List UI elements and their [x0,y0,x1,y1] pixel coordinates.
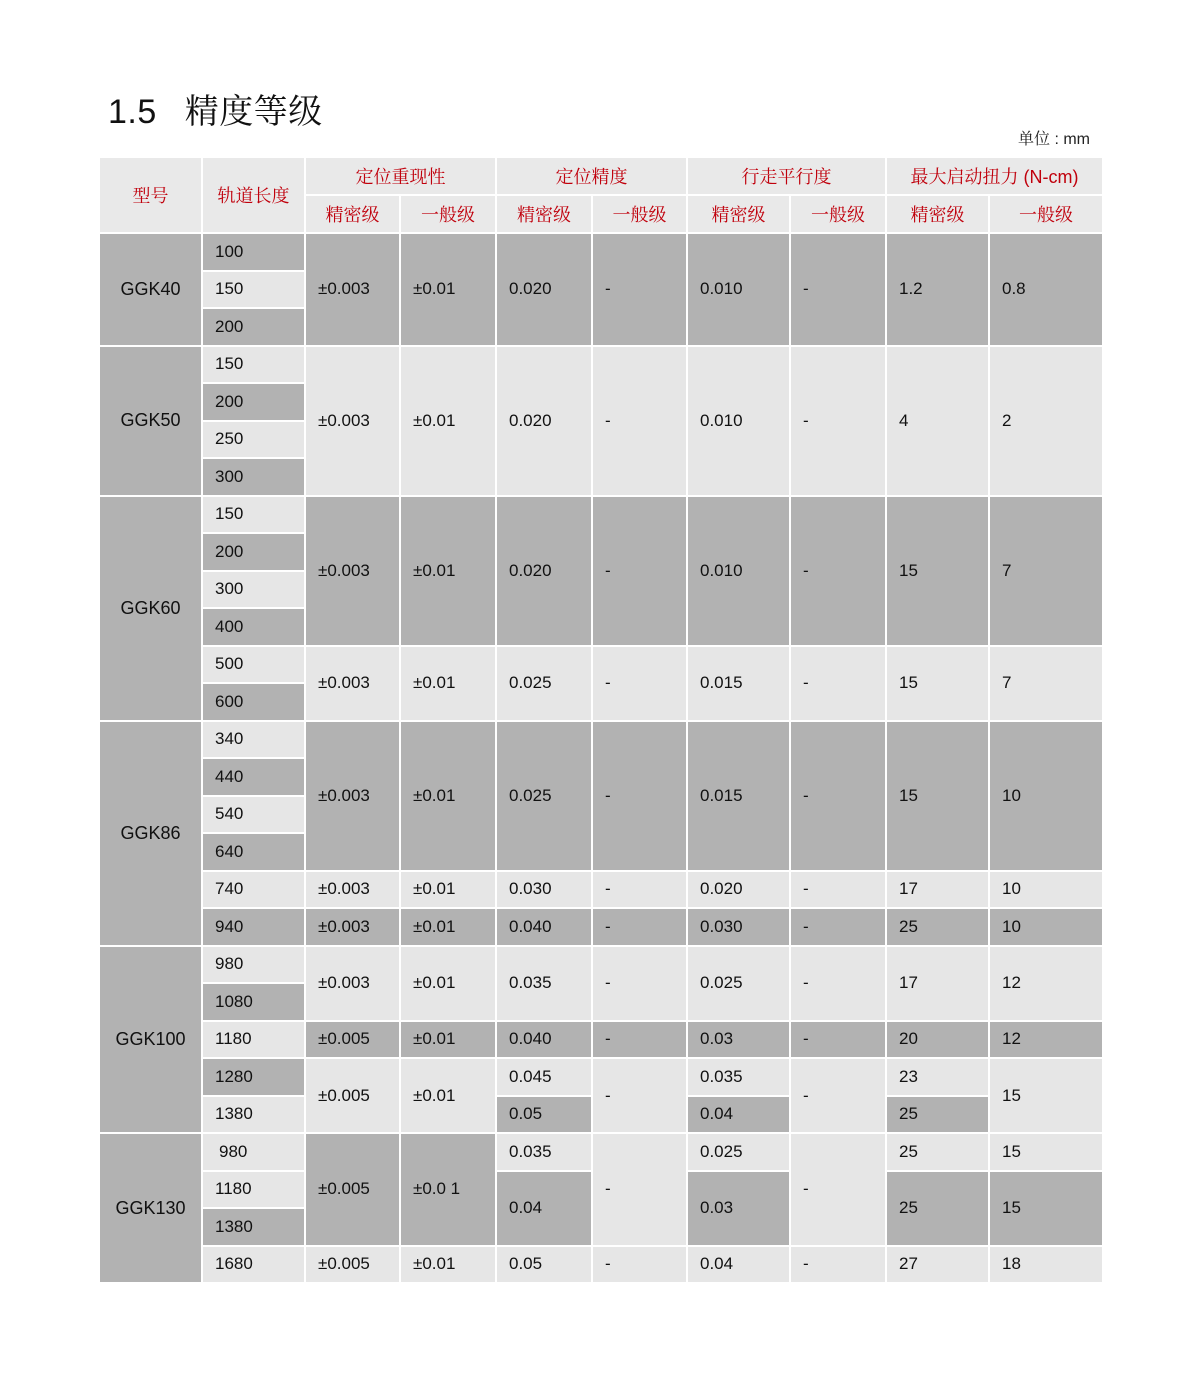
accuracy-precision: 0.035 [496,946,592,1021]
accuracy-precision: 0.020 [496,496,592,646]
repeat-general: ±0.01 [400,871,496,909]
repeat-general: ±0.01 [400,646,496,721]
accuracy-precision: 0.040 [496,908,592,946]
repeat-general: ±0.01 [400,946,496,1021]
header-positioning-accuracy: 定位精度 [496,157,687,195]
parallel-precision: 0.015 [687,646,790,721]
parallel-general: - [790,721,886,871]
repeat-precision: ±0.003 [305,496,400,646]
subheader-precision: 精密级 [305,195,400,233]
torque-precision: 25 [886,1171,989,1246]
accuracy-precision: 0.020 [496,346,592,496]
length-cell: 940 [202,908,305,946]
unit-label: 单位 : mm [1018,131,1090,148]
accuracy-precision: 0.040 [496,1021,592,1059]
torque-general: 7 [989,496,1103,646]
repeat-precision: ±0.003 [305,233,400,346]
repeat-precision: ±0.005 [305,1246,400,1284]
header-rail-length: 轨道长度 [202,157,305,233]
subheader-general: 一般级 [592,195,687,233]
accuracy-precision: 0.025 [496,721,592,871]
repeat-precision: ±0.005 [305,1021,400,1059]
length-cell: 1380 [202,1208,305,1246]
parallel-general: - [790,233,886,346]
table-row [99,233,1103,271]
torque-precision: 15 [886,496,989,646]
torque-general: 15 [989,1133,1103,1171]
repeat-general: ±0.01 [400,908,496,946]
table-row [99,646,1103,684]
torque-precision: 20 [886,1021,989,1059]
parallel-general: - [790,496,886,646]
torque-general: 7 [989,646,1103,721]
header-repeatability: 定位重现性 [305,157,496,195]
length-cell: 980 [202,946,305,984]
length-cell: 150 [202,496,305,534]
accuracy-general: - [592,233,687,346]
repeat-general: ±0.01 [400,1246,496,1284]
length-cell: 200 [202,533,305,571]
length-cell: 740 [202,871,305,909]
torque-general: 0.8 [989,233,1103,346]
parallel-precision: 0.025 [687,946,790,1021]
table-row [99,1246,1103,1284]
repeat-general: ±0.01 [400,233,496,346]
torque-general: 10 [989,908,1103,946]
length-cell: 100 [202,233,305,271]
parallel-general: - [790,346,886,496]
torque-precision: 25 [886,908,989,946]
length-cell: 640 [202,833,305,871]
table-row [99,1058,1103,1096]
torque-general: 15 [989,1171,1103,1246]
torque-precision: 27 [886,1246,989,1284]
model-cell: GGK100 [99,946,202,1134]
subheader-general: 一般级 [400,195,496,233]
accuracy-precision: 0.020 [496,233,592,346]
table-row [99,721,1103,759]
length-cell: 200 [202,383,305,421]
repeat-general: ±0.0 1 [400,1133,496,1246]
parallel-general: - [790,1021,886,1059]
length-cell: 1180 [202,1021,305,1059]
parallel-general: - [790,871,886,909]
repeat-precision: ±0.003 [305,346,400,496]
accuracy-general: - [592,721,687,871]
length-cell: 150 [202,346,305,384]
torque-general: 10 [989,721,1103,871]
model-cell: GGK130 [99,1133,202,1283]
subheader-precision: 精密级 [687,195,790,233]
accuracy-precision: 0.035 [496,1133,592,1171]
torque-precision: 15 [886,721,989,871]
accuracy-precision: 0.04 [496,1171,592,1246]
accuracy-general: - [592,908,687,946]
subheader-precision: 精密级 [496,195,592,233]
length-cell: 1680 [202,1246,305,1284]
torque-precision: 25 [886,1133,989,1171]
parallel-precision: 0.04 [687,1246,790,1284]
parallel-precision: 0.010 [687,346,790,496]
parallel-general: - [790,946,886,1021]
length-cell: 150 [202,271,305,309]
torque-general: 10 [989,871,1103,909]
length-cell: 1180 [202,1171,305,1209]
subheader-general: 一般级 [989,195,1103,233]
length-cell: 200 [202,308,305,346]
table-row [99,946,1103,984]
parallel-precision: 0.03 [687,1021,790,1059]
length-cell: 980 [202,1133,305,1171]
length-cell: 1280 [202,1058,305,1096]
repeat-general: ±0.01 [400,496,496,646]
accuracy-general: - [592,871,687,909]
length-cell: 250 [202,421,305,459]
torque-precision: 17 [886,946,989,1021]
model-cell: GGK60 [99,496,202,721]
length-cell: 300 [202,458,305,496]
accuracy-precision: 0.05 [496,1246,592,1284]
parallel-general: - [790,1133,886,1246]
accuracy-general: - [592,346,687,496]
torque-general: 15 [989,1058,1103,1133]
length-cell: 300 [202,571,305,609]
header-model: 型号 [99,157,202,233]
accuracy-general: - [592,496,687,646]
section-number: 1.5 [108,93,157,131]
repeat-precision: ±0.003 [305,946,400,1021]
accuracy-general: - [592,1246,687,1284]
parallel-precision: 0.020 [687,871,790,909]
table-row [99,1021,1103,1059]
model-cell: GGK40 [99,233,202,346]
parallel-precision: 0.015 [687,721,790,871]
length-cell: 500 [202,646,305,684]
length-cell: 600 [202,683,305,721]
accuracy-precision: 0.030 [496,871,592,909]
torque-general: 12 [989,1021,1103,1059]
subheader-precision: 精密级 [886,195,989,233]
table-row [99,496,1103,534]
parallel-precision: 0.030 [687,908,790,946]
parallel-precision: 0.025 [687,1133,790,1171]
length-cell: 400 [202,608,305,646]
table-row [99,871,1103,909]
repeat-precision: ±0.005 [305,1058,400,1133]
parallel-precision: 0.010 [687,496,790,646]
repeat-general: ±0.01 [400,1021,496,1059]
repeat-precision: ±0.003 [305,871,400,909]
header-starting-torque: 最大启动扭力 (N-cm) [886,157,1103,195]
subheader-general: 一般级 [790,195,886,233]
repeat-precision: ±0.003 [305,721,400,871]
section-heading: 精度等级 [184,93,323,131]
torque-general: 18 [989,1246,1103,1284]
torque-precision: 15 [886,646,989,721]
parallel-precision: 0.04 [687,1096,790,1134]
accuracy-general: - [592,1058,687,1133]
parallel-general: - [790,1058,886,1133]
repeat-precision: ±0.005 [305,1133,400,1246]
parallel-precision: 0.035 [687,1058,790,1096]
torque-general: 2 [989,346,1103,496]
model-cell: GGK50 [99,346,202,496]
table-row [99,908,1103,946]
repeat-general: ±0.01 [400,1058,496,1133]
model-cell: GGK86 [99,721,202,946]
accuracy-general: - [592,1133,687,1246]
accuracy-precision: 0.045 [496,1058,592,1096]
header-running-parallelism: 行走平行度 [687,157,886,195]
torque-precision: 1.2 [886,233,989,346]
length-cell: 440 [202,758,305,796]
accuracy-general: - [592,946,687,1021]
accuracy-general: - [592,1021,687,1059]
repeat-general: ±0.01 [400,721,496,871]
table-row [99,346,1103,384]
parallel-precision: 0.010 [687,233,790,346]
accuracy-precision: 0.05 [496,1096,592,1134]
accuracy-precision: 0.025 [496,646,592,721]
length-cell: 540 [202,796,305,834]
parallel-general: - [790,1246,886,1284]
repeat-general: ±0.01 [400,346,496,496]
parallel-general: - [790,908,886,946]
length-cell: 340 [202,721,305,759]
accuracy-table [98,156,1104,1284]
parallel-general: - [790,646,886,721]
accuracy-general: - [592,646,687,721]
length-cell: 1380 [202,1096,305,1134]
torque-precision: 25 [886,1096,989,1134]
torque-precision: 23 [886,1058,989,1096]
length-cell: 1080 [202,983,305,1021]
section-title [108,84,323,133]
torque-general: 12 [989,946,1103,1021]
repeat-precision: ±0.003 [305,646,400,721]
torque-precision: 17 [886,871,989,909]
torque-precision: 4 [886,346,989,496]
parallel-precision: 0.03 [687,1171,790,1246]
repeat-precision: ±0.003 [305,908,400,946]
table-row [99,1133,1103,1171]
